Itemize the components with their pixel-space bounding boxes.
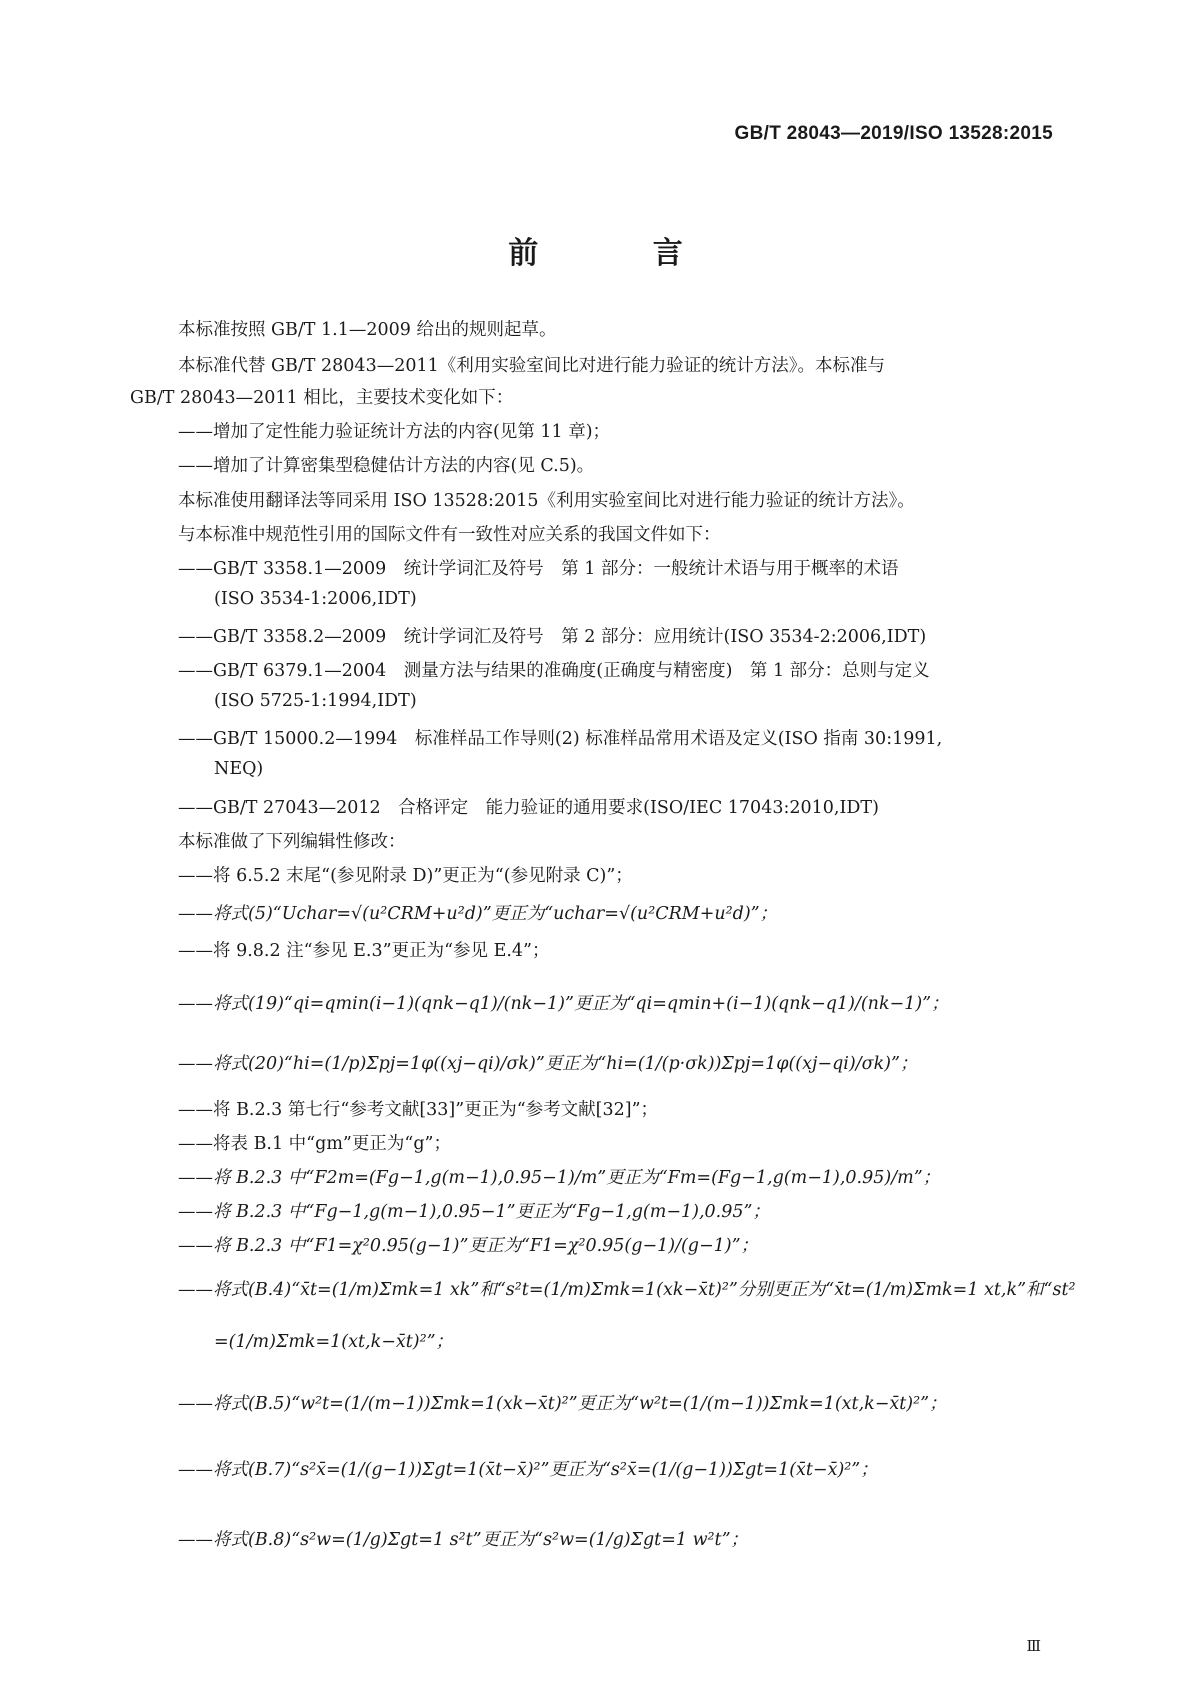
ref-3: ——GB/T 6379.1—2004 测量方法与结果的准确度(正确度与精密度) 第 1 部分：总则与定义 bbox=[178, 661, 930, 681]
edit-12: ——将式(B.5)“w²t=(1/(m−1))Σmk=1(xk−x̄t)²”更正为“w²t=(1/(m−1))Σmk=1(xt,k−x̄t)²”； bbox=[178, 1394, 947, 1414]
para-2: 本标准代替 GB/T 28043—2011《利用实验室间比对进行能力验证的统计方法》。本标准与 bbox=[178, 356, 885, 376]
edit-6: ——将 B.2.3 第七行“参考文献[33]”更正为“参考文献[32]”； bbox=[178, 1100, 659, 1120]
edit-9: ——将 B.2.3 中“Fg−1,g(m−1),0.95−1”更正为“Fg−1,g(m−1),0.95”； bbox=[178, 1202, 770, 1222]
ref-4: ——GB/T 15000.2—1994 标准样品工作导则(2) 标准样品常用术语及定义(ISO 指南 30:1991, bbox=[178, 729, 943, 749]
para-5: 本标准做了下列编辑性修改： bbox=[178, 832, 406, 852]
edit-10: ——将 B.2.3 中“F1=χ²0.95(g−1)”更正为“F1=χ²0.95(g−1)/(g−1)”； bbox=[178, 1236, 759, 1256]
ref-1-cont: (ISO 3534-1:2006,IDT) bbox=[214, 589, 417, 609]
page-number: Ⅲ bbox=[1026, 1637, 1041, 1655]
edit-8: ——将 B.2.3 中“F2m=(Fg−1,g(m−1),0.95−1)/m”更正为“Fm=(Fg−1,g(m−1),0.95)/m”； bbox=[178, 1168, 941, 1188]
standard-header: GB/T 28043—2019/ISO 13528:2015 bbox=[734, 123, 1053, 144]
edit-4: ——将式(19)“qi=qmin(i−1)(qnk−q1)/(nk−1)”更正为“qi=qmin+(i−1)(qnk−q1)/(nk−1)”； bbox=[178, 994, 949, 1014]
para-4: 与本标准中规范性引用的国际文件有一致性对应关系的我国文件如下： bbox=[178, 525, 721, 545]
ref-4-cont: NEQ) bbox=[214, 759, 264, 779]
edit-3: ——将 9.8.2 注“参见 E.3”更正为“参见 E.4”； bbox=[178, 941, 550, 961]
para-3: 本标准使用翻译法等同采用 ISO 13528:2015《利用实验室间比对进行能力验证的统计方法》。 bbox=[178, 491, 915, 511]
change-1: ——增加了定性能力验证统计方法的内容(见第 11 章)； bbox=[178, 422, 611, 442]
para-2-cont: GB/T 28043—2011 相比，主要技术变化如下： bbox=[130, 388, 514, 408]
change-2: ——增加了计算密集型稳健估计方法的内容(见 C.5)。 bbox=[178, 456, 595, 476]
ref-5: ——GB/T 27043—2012 合格评定 能力验证的通用要求(ISO/IEC 17043:2010,IDT) bbox=[178, 798, 879, 818]
ref-3-cont: (ISO 5725-1:1994,IDT) bbox=[214, 691, 417, 711]
edit-1: ——将 6.5.2 末尾“(参见附录 D)”更正为“(参见附录 C)”； bbox=[178, 866, 633, 886]
edit-13: ——将式(B.7)“s²x̄=(1/(g−1))Σgt=1(x̄t−x̄)²”更正为“s²x̄=(1/(g−1))Σgt=1(x̄t−x̄)²”； bbox=[178, 1460, 878, 1480]
page-title: 前 言 bbox=[508, 236, 735, 271]
para-1: 本标准按照 GB/T 1.1—2009 给出的规则起草。 bbox=[178, 320, 557, 340]
edit-11: ——将式(B.4)“x̄t=(1/m)Σmk=1 xk”和“s²t=(1/m)Σmk=1(xk−x̄t)²”分别更正为“x̄t=(1/m)Σmk=1 xt,k”和“st² bbox=[178, 1280, 1076, 1300]
edit-2: ——将式(5)“Uchar=√(u²CRM+u²d)”更正为“uchar=√(u²CRM+u²d)”； bbox=[178, 904, 778, 924]
ref-1: ——GB/T 3358.1—2009 统计学词汇及符号 第 1 部分：一般统计术语与用于概率的术语 bbox=[178, 559, 899, 579]
ref-2: ——GB/T 3358.2—2009 统计学词汇及符号 第 2 部分：应用统计(ISO 3534-2:2006,IDT) bbox=[178, 627, 927, 647]
edit-5: ——将式(20)“hi=(1/p)Σpj=1φ((xj−qi)/σk)”更正为“hi=(1/(p·σk))Σpj=1φ((xj−qi)/σk)”； bbox=[178, 1054, 918, 1074]
edit-11-cont: =(1/m)Σmk=1(xt,k−x̄t)²”； bbox=[214, 1332, 454, 1352]
edit-14: ——将式(B.8)“s²w=(1/g)Σgt=1 s²t”更正为“s²w=(1/g)Σgt=1 w²t”； bbox=[178, 1530, 749, 1550]
edit-7: ——将表 B.1 中“gm”更正为“g”； bbox=[178, 1134, 451, 1154]
